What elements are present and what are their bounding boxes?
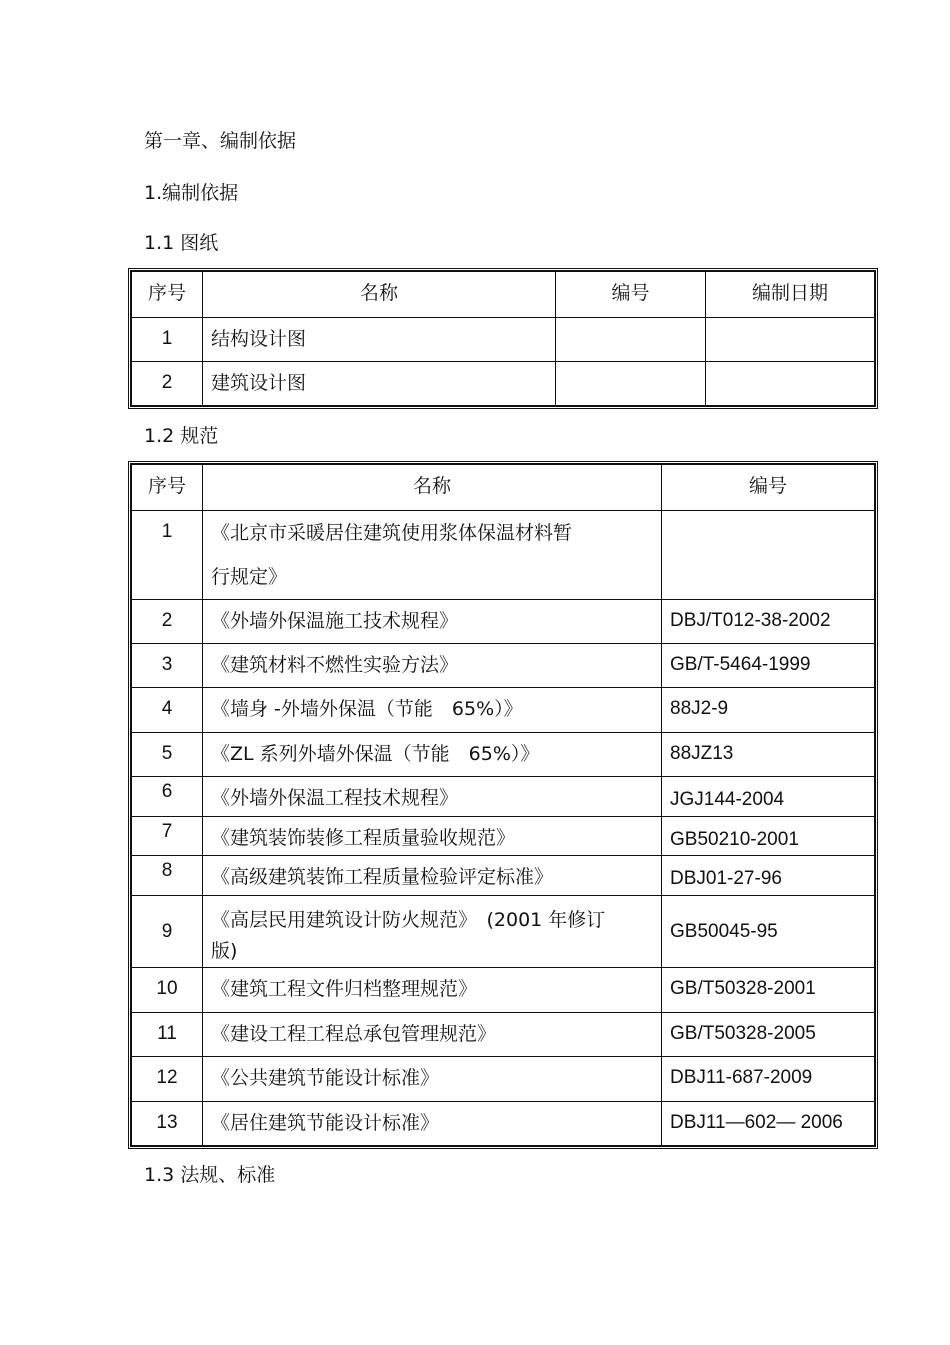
table-row: [132, 1057, 875, 1102]
row-code: GB/T50328-2001: [662, 968, 875, 1013]
row-name-line1: 《北京市采暖居住建筑使用浆体保温材料暂: [211, 522, 573, 544]
table-row: [132, 688, 875, 733]
row-no: 7: [132, 817, 203, 856]
row-no: 4: [132, 688, 203, 733]
chapter-title: 第一章、编制依据: [144, 130, 297, 152]
row-no: 3: [132, 644, 203, 688]
header-no: 序号: [132, 465, 203, 511]
row-name-line2: 版): [211, 940, 238, 962]
row-name: 结构设计图: [203, 318, 556, 362]
table-row: [132, 856, 875, 896]
row-name: 《墙身 -外墙外保温（节能 65%）》: [203, 688, 662, 733]
codes-table: [128, 461, 878, 1149]
table-row: [132, 644, 875, 688]
table-row: [132, 733, 875, 777]
header-name: 名称: [203, 465, 662, 511]
row-no: 10: [132, 968, 203, 1013]
row-code: 88JZ13: [662, 733, 875, 777]
row-name: 《建设工程工程总承包管理规范》: [203, 1013, 662, 1057]
row-no: 8: [132, 856, 203, 896]
row-no: 2: [132, 600, 203, 644]
row-name-line1: 《高层民用建筑设计防火规范》 (2001 年修订: [211, 909, 606, 931]
row-code: GB50210-2001: [662, 817, 875, 856]
row-name: 《ZL 系列外墙外保温（节能 65%）》: [203, 733, 662, 777]
table-row: [132, 511, 875, 600]
table-row: [132, 1013, 875, 1057]
table-row: [132, 896, 875, 968]
row-name: 《外墙外保温工程技术规程》: [203, 777, 662, 817]
row-code: [662, 511, 875, 600]
row-no: 13: [132, 1102, 203, 1146]
row-name: 《建筑工程文件归档整理规范》: [203, 968, 662, 1013]
section-heading-1-1: 1.1 图纸: [144, 232, 219, 254]
drawings-table: [128, 268, 878, 409]
table-row: [132, 817, 875, 856]
header-date: 编制日期: [706, 272, 875, 318]
row-name: 《居住建筑节能设计标准》: [203, 1102, 662, 1146]
section-heading-1-2: 1.2 规范: [144, 425, 219, 447]
row-name: 《高级建筑装饰工程质量检验评定标准》: [203, 856, 662, 896]
row-no: 5: [132, 733, 203, 777]
row-no: 11: [132, 1013, 203, 1057]
row-no: 2: [132, 362, 203, 406]
row-no: 12: [132, 1057, 203, 1102]
header-name: 名称: [203, 272, 556, 318]
row-name: 建筑设计图: [203, 362, 556, 406]
row-name: 《建筑材料不燃性实验方法》: [203, 644, 662, 688]
row-code: GB50045-95: [662, 896, 875, 968]
table-header-row: [132, 272, 875, 318]
row-no: 9: [132, 896, 203, 968]
row-name-line2: 行规定》: [211, 566, 288, 588]
table-row: [132, 1102, 875, 1146]
row-code: [556, 318, 706, 362]
table-header-row: [132, 465, 875, 511]
section-heading-1: 1.编制依据: [144, 182, 239, 204]
header-no: 序号: [132, 272, 203, 318]
table-row: [132, 600, 875, 644]
table-row: [132, 362, 875, 406]
row-code: DBJ11—602— 2006: [662, 1102, 875, 1146]
row-date: [706, 362, 875, 406]
row-no: 1: [132, 318, 203, 362]
row-name: [203, 896, 662, 968]
row-no: 1: [132, 511, 203, 600]
row-code: GB/T50328-2005: [662, 1013, 875, 1057]
row-code: 88J2-9: [662, 688, 875, 733]
row-code: DBJ01-27-96: [662, 856, 875, 896]
row-code: [556, 362, 706, 406]
row-name: 《公共建筑节能设计标准》: [203, 1057, 662, 1102]
section-heading-1-3: 1.3 法规、标准: [144, 1164, 276, 1186]
row-name: [203, 511, 662, 600]
row-date: [706, 318, 875, 362]
table-row: [132, 968, 875, 1013]
row-code: JGJ144-2004: [662, 777, 875, 817]
row-code: DBJ11-687-2009: [662, 1057, 875, 1102]
table-row: [132, 777, 875, 817]
header-code: 编号: [556, 272, 706, 318]
row-no: 6: [132, 777, 203, 817]
row-name: 《外墙外保温施工技术规程》: [203, 600, 662, 644]
row-name: 《建筑装饰装修工程质量验收规范》: [203, 817, 662, 856]
row-code: DBJ/T012-38-2002: [662, 600, 875, 644]
table-row: [132, 318, 875, 362]
row-code: GB/T-5464-1999: [662, 644, 875, 688]
header-code: 编号: [662, 465, 875, 511]
